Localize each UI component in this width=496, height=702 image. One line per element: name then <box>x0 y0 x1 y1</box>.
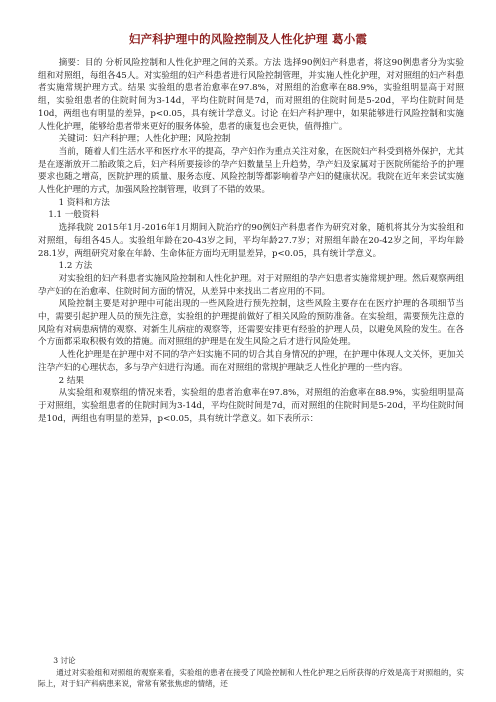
keywords-line: 关键词：妇产科护理；人性化护理；风险控制 <box>58 134 231 145</box>
intro-paragraph: 当前，随着人们生活水平和医疗水平的提高，孕产妇作为重点关注对象，在医院妇产科受到格外保护，尤其是在逐渐放开二胎政策之后，妇产科所要接诊的孕产妇数量呈上升趋势，孕产妇及家属对于医院所能给予的护理要求也随之增高，医院护理的质量、服务态度、风险控制等都影响着孕产妇的健康状况。我院在近年来尝试实施人性化护理的方式，加强风险控制管理，收到了不错的效果。 <box>38 146 464 196</box>
section-heading-results: 2 结果 <box>58 375 85 386</box>
discussion-paragraph: 通过对实验组和对照组的观察来看，实验组的患者在接受了风险控制和人性化护理之后所获得的疗效是高于对照组的，实际上，对于妇产科病患来说，常常有紧张焦虑的情绪，还 <box>38 667 464 688</box>
article-body <box>38 57 464 425</box>
results-paragraph: 从实验组和观察组的情况来看，实验组的患者治愈率在97.8%，对照组的治愈率在88.9%，实验组明显高于对照组，实验组患者的住院时间为3-14d，平均住院时间是7d，而对照组的住院时间是5-20d，平均住院时间是10d，两组也有明显的差异，p<0.05，具有统计学意义。如下表所示： <box>38 388 464 424</box>
section-heading-materials-methods: 1 资料和方法 <box>58 197 110 208</box>
subsection-heading-methods: 1.2 方法 <box>58 261 93 272</box>
methods-paragraph-3: 人性化护理是在护理中对不同的孕产妇实施不同的切合其自身情况的护理，在护理中体现人文关怀，更加关注孕产妇的心理状态，多与孕产妇进行沟通。而在对照组的常规护理缺乏人性化护理的一些内容。 <box>38 350 464 373</box>
section-heading-discussion: 3 讨论 <box>53 656 76 665</box>
methods-paragraph-1: 对实验组的妇产科患者实施风险控制和人性化护理。对于对照组的孕产妇患者实施常规护理。然后观察两组孕产妇的在治愈率、住院时间方面的情况，从差异中来找出二者应用的不同。 <box>38 273 464 297</box>
article-title: 妇产科护理中的风险控制及人性化护理 葛小霞 <box>128 32 368 46</box>
general-data-paragraph: 选择我院 2015年1月-2016年1月期间入院治疗的90例妇产科患者作为研究对象，随机将其分为实验组和对照组，每组各45人。实验组年龄在20-43岁之间，平均年龄27.7岁；对照组年龄在20-42岁之间，平均年龄28.1岁，两组研究对象在年龄、生命体征方面均无明显差异，p<0.05，具有统计学意义。 <box>38 223 464 259</box>
discussion-section <box>38 655 464 690</box>
subsection-heading-general-data: 1.1 一般资料 <box>48 210 100 221</box>
methods-paragraph-2: 风险控制主要是对护理中可能出现的一些风险进行预先控制，这些风险主要存在在医疗护理的各项细节当中，需要引起护理人员的预先注意，实验组的护理提前做好了相关风险的预防准备。在实验组，需要预先注意的风险有对病患病情的观察、对新生儿病症的观察等，还需要安排更有经验的护理人员，以避免风险的发生。在各个方面都采取积极有效的措施。而对照组的护理是在发生风险之后才进行风险处理。 <box>38 299 464 348</box>
abstract-paragraph: 摘要：目的 分析风险控制和人性化护理之间的关系。方法 选择90例妇产科患者，将这90例患者分为实验组和对照组，每组各45人。对实验组的妇产科患者进行风险控制管理，并实施人性化护理，对对照组的妇产科患者实施常规护理方式。结果 实验组的患者治愈率在97.8%，对照组的治愈率在88.9%，实验组明显高于对照组，实验组患者的住院时间为3-14d，平均住院时间是7d，而对照组的住院时间是5-20d，平均住院时间是10d，两组也有明显的差异，p<0.05，具有统计学意义。讨论 在妇产科护理中，如果能够进行风险控制和实施人性化护理，能够给患者带来更好的服务体验，患者的康复也会更快，值得推广。 <box>38 58 464 132</box>
